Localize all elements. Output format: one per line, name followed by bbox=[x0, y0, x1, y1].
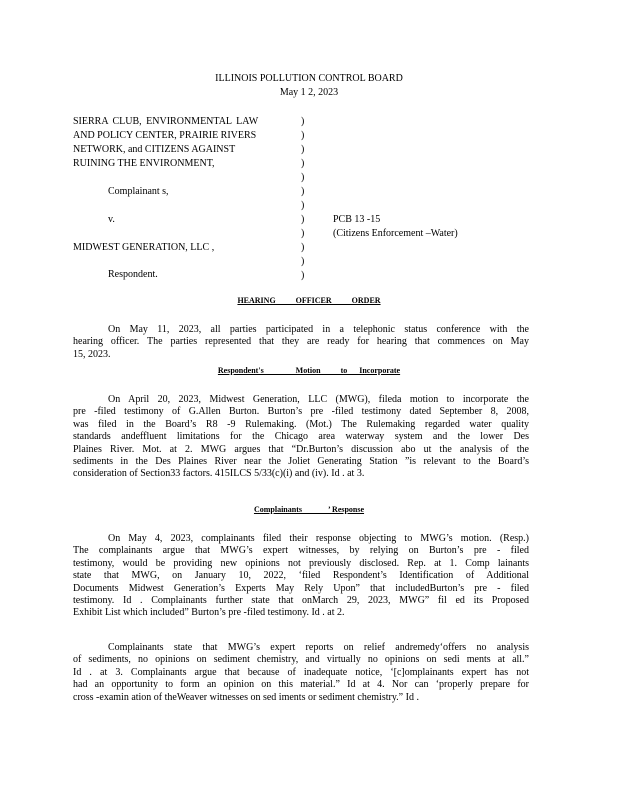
paragraph-line: testimony, would be providing new opinions not previously disclosed. Rep. at 1. Comp lainants bbox=[73, 557, 529, 569]
complainants-label: Complainant s, bbox=[108, 186, 169, 197]
paragraph-line: testimony. Id . Complainants further state that onMarch 29, 2023, MWG” fil ed its Proposed bbox=[73, 595, 529, 607]
section-heading-text: Complainants ’ Response bbox=[253, 505, 365, 514]
paragraph-line: standards andeffluent limitations for the Chicago area waterway system and the lower Des bbox=[73, 431, 529, 443]
paragraph-line: 15, 2023. bbox=[73, 348, 111, 360]
order-title bbox=[0, 296, 618, 305]
caption-parentheses: ) ) ) ) ) ) ) ) ) ) ) ) bbox=[301, 116, 305, 281]
paragraph-line: Id . at 3. Complainants argue that because of inadequate notice, ‘[c]omplainants expert has not bbox=[73, 666, 529, 678]
paragraph-line: hearing officer. The parties represented that they are ready for hearing that commences on May bbox=[73, 336, 529, 348]
versus-label: v. bbox=[108, 214, 115, 225]
order-date: May 1 2, 2023 bbox=[279, 87, 339, 98]
caption-party-line: NETWORK, and CITIZENS AGAINST bbox=[73, 144, 236, 155]
respondent-label: Respondent. bbox=[108, 269, 158, 280]
section-heading-motion bbox=[0, 366, 618, 375]
paragraph-line: consideration of Section33 factors. 415ILCS 5/33(c)(i) and (iv). Id . at 3. bbox=[73, 468, 365, 480]
order-title-text: HEARING OFFICER ORDER bbox=[237, 296, 381, 305]
caption-party-line: SIERRA CLUB, ENVIRONMENTAL LAW bbox=[73, 116, 259, 127]
paragraph-line: Plaines River. Mot. at 2. MWG argues that “Dr.Burton’s discussion abo ut the analysis of the bbox=[73, 443, 529, 455]
paragraph-line: cross -examin ation of theWeaver witnesses on sed iments or sediment chemistry.” Id . bbox=[73, 691, 419, 703]
paragraph-line: Documents Midwest Generation’s Experts May Rely Upon” that includedBurton’s pre - filed bbox=[73, 582, 529, 594]
paragraph-line: pre -filed testimony of G.Allen Burton. Burton’s pre -filed testimony dated September 8, 2008, bbox=[73, 406, 529, 418]
paragraph-line: state that MWG, on January 10, 2022, ‘filed Respondent’s Identification of Additional bbox=[73, 570, 529, 582]
paragraph-status-conference bbox=[73, 324, 529, 361]
paragraph-motion bbox=[73, 394, 529, 481]
case-number: PCB 13 -15 bbox=[333, 214, 381, 225]
paragraph-line: Complainants state that MWG’s expert reports on relief andremedy‘offers no analysis bbox=[108, 642, 529, 653]
paragraph-line: Exhibit List which included” Burton’s pre -filed testimony. Id . at 2. bbox=[73, 607, 345, 619]
case-type: (Citizens Enforcement –Water) bbox=[333, 228, 458, 239]
caption-parties bbox=[73, 115, 293, 171]
paragraph-line: The complainants argue that MWG’s expert witnesses, by relying on Burton’s pre - filed bbox=[73, 545, 529, 557]
paragraph-line: sediments in the Des Plaines River near the Joliet Generating Station ”is relevant to the Board’s bbox=[73, 456, 529, 468]
paragraph-line: On May 4, 2023, complainants filed their response objecting to MWG’s motion. (Resp.) bbox=[108, 533, 529, 544]
section-heading-text: Respondent's Motion to Incorporate bbox=[217, 366, 401, 375]
paragraph-response bbox=[73, 533, 529, 620]
respondent-name: MIDWEST GENERATION, LLC , bbox=[73, 242, 215, 253]
paragraph-line: had an opportunity to form an opinion on this material.” Id at 4. Nor can ‘properly prepare for bbox=[73, 679, 529, 691]
paragraph-line: On May 11, 2023, all parties participated in a telephonic status conference with the bbox=[108, 324, 529, 335]
paragraph-line: of sediments, no opinions on sediment chemistry, and virtually no opinions on sedi ments at all.” bbox=[73, 654, 529, 666]
section-heading-response bbox=[0, 505, 618, 514]
caption-party-line: RUINING THE ENVIRONMENT, bbox=[73, 158, 215, 169]
caption-party-line: AND POLICY CENTER, PRAIRIE RIVERS bbox=[73, 130, 257, 141]
board-name: ILLINOIS POLLUTION CONTROL BOARD bbox=[215, 73, 403, 84]
paragraph-expert-reports bbox=[73, 642, 529, 704]
paragraph-line: was filed in the Board’s R8 -9 Rulemaking. (Mot.) The Rulemaking regarded water quality bbox=[73, 418, 529, 430]
paragraph-line: On April 20, 2023, Midwest Generation, LLC (MWG), fileda motion to incorporate the bbox=[108, 394, 529, 405]
